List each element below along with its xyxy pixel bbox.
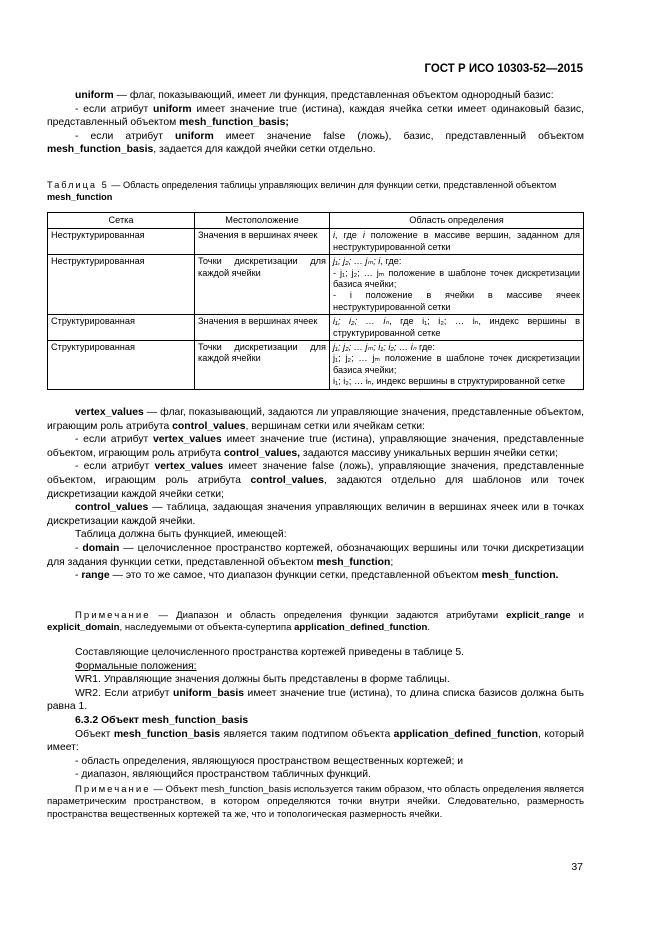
rules-section: [47, 646, 584, 782]
formal-propositions-heading: Формальные положения:: [75, 660, 197, 672]
header-domain: Область определения: [330, 213, 584, 229]
vertex-values-definition: vertex_values — флаг, показывающий, задаются ли управляющие значения, представленные объектом, играющим роль атрибута control_values, вершинам сетки или ячейкам сетки:: [47, 407, 584, 432]
note-1: Примечание — Диапазон и область определения функции задаются атрибутами explicit_range и explicit_domain, наследуемыми от объекта-супертипа application_defined_function.: [47, 610, 584, 634]
vertex-values-true-item: - если атрибут vertex_values имеет значение true (истина), управляющие значения, представленные объектом, играющим роль атрибута control_values, задаются массиву уникальных вершин ячейки сетки;: [47, 434, 584, 459]
section-heading: 6.3.2 Объект mesh_function_basis: [75, 714, 249, 726]
domain-item: - domain — целочисленное пространство кортежей, обозначающих вершины или точки дискретизации для задания функции сетки, представленной объектом mesh_function;: [47, 542, 584, 568]
standard-header: ГОСТ Р ИСО 10303-52—2015: [424, 63, 583, 75]
table-row: Структурированная Точки дискретизации для каждой ячейки j₁; j₂; … jₘ; i₁; i₂; … iₙ где: j₁; j₂; … jₘ положение в шаблоне точек дискретизации базиса ячейки; i₁; i₂; … iₙ, индекс вершины в структурированной сетке: [48, 341, 584, 390]
header-location: Местоположение: [195, 213, 330, 229]
domain-table: [47, 212, 584, 390]
rule-wr1: WR1. Управляющие значения должны быть представлены в форме таблицы.: [75, 674, 450, 686]
domain-bullet: - область определения, являющуюся пространством вещественных кортежей; и: [75, 755, 464, 767]
table5-reference: Составляющие целочисленного пространства кортежей приведены в таблице 5.: [75, 647, 465, 658]
uniform-true-item: - если атрибут uniform имеет значение true (истина), каждая ячейка сетки имеет одинаковый базис, представленный объектом mesh_function_basis;: [47, 103, 584, 129]
range-bullet: - диапазон, являющийся пространством табличных функций.: [75, 769, 371, 781]
table-row: Неструктурированная Значения в вершинах ячеек i, где i положение в массиве вершин, заданном для неструктурированной сетки: [48, 229, 584, 255]
table-caption: Таблица 5 — Область определения таблицы управляющих величин для функции сетки, представленной объектом mesh_function: [47, 180, 557, 202]
table-header-row: [48, 213, 584, 229]
table-function-line: Таблица должна быть функцией, имеющей:: [75, 529, 287, 541]
header-mesh: Сетка: [48, 213, 195, 229]
table-row: Структурированная Значения в вершинах ячеек i₁; i₂; … iₙ, где i₁; i₂; … iₙ, индекс вершины в структурированной сетке: [48, 315, 584, 341]
vertex-values-section: [47, 406, 584, 583]
uniform-false-item: - если атрибут uniform имеет значение false (ложь), базис, представленный объектом mesh_function_basis, задается для каждой ячейки сетки отдельно.: [47, 130, 584, 156]
range-item: - range — это то же самое, что диапазон функции сетки, представленной объектом mesh_function.: [75, 570, 559, 582]
vertex-values-false-item: - если атрибут vertex_values имеет значение false (ложь), управляющие значения, представленные объектом, играющим роль атрибута control_values, задаются отдельно для шаблонов или точек дискретизации каждой ячейки сетки;: [47, 461, 584, 500]
uniform-definition: uniform — флаг, показывающий, имеет ли функция, представленная объектом однородный базис:: [75, 90, 554, 101]
table-row: Неструктурированная Точки дискретизации для каждой ячейки j₁; j₂; … jₘ; i, где: - j₁; j₂; … jₘ положение в шаблоне точек дискретизации базиса ячейки; - i положение в ячейки в массиве ячеек неструктурированной сетки: [48, 255, 584, 315]
control-values-definition: control_values — таблица, задающая значения управляющих величин в вершинах ячеек или в точках дискретизации каждой ячейки.: [47, 502, 584, 527]
uniform-section: [47, 89, 584, 157]
note-2: Примечание — Объект mesh_function_basis используется таким образом, что область определения является параметрическим пространством, в котором определяются точки внутри ячейки. Следовательно, размерность пространства вещественных кортежей та же, что и топологическая размерность ячейки.: [47, 784, 584, 820]
section-paragraph: Объект mesh_function_basis является таким подтипом объекта application_defined_function, который имеет:: [47, 728, 584, 754]
page-number: 37: [571, 861, 583, 873]
rule-wr2: WR2. Если атрибут uniform_basis имеет значение true (истина), то длина списка базисов должна быть равна 1.: [47, 687, 584, 713]
